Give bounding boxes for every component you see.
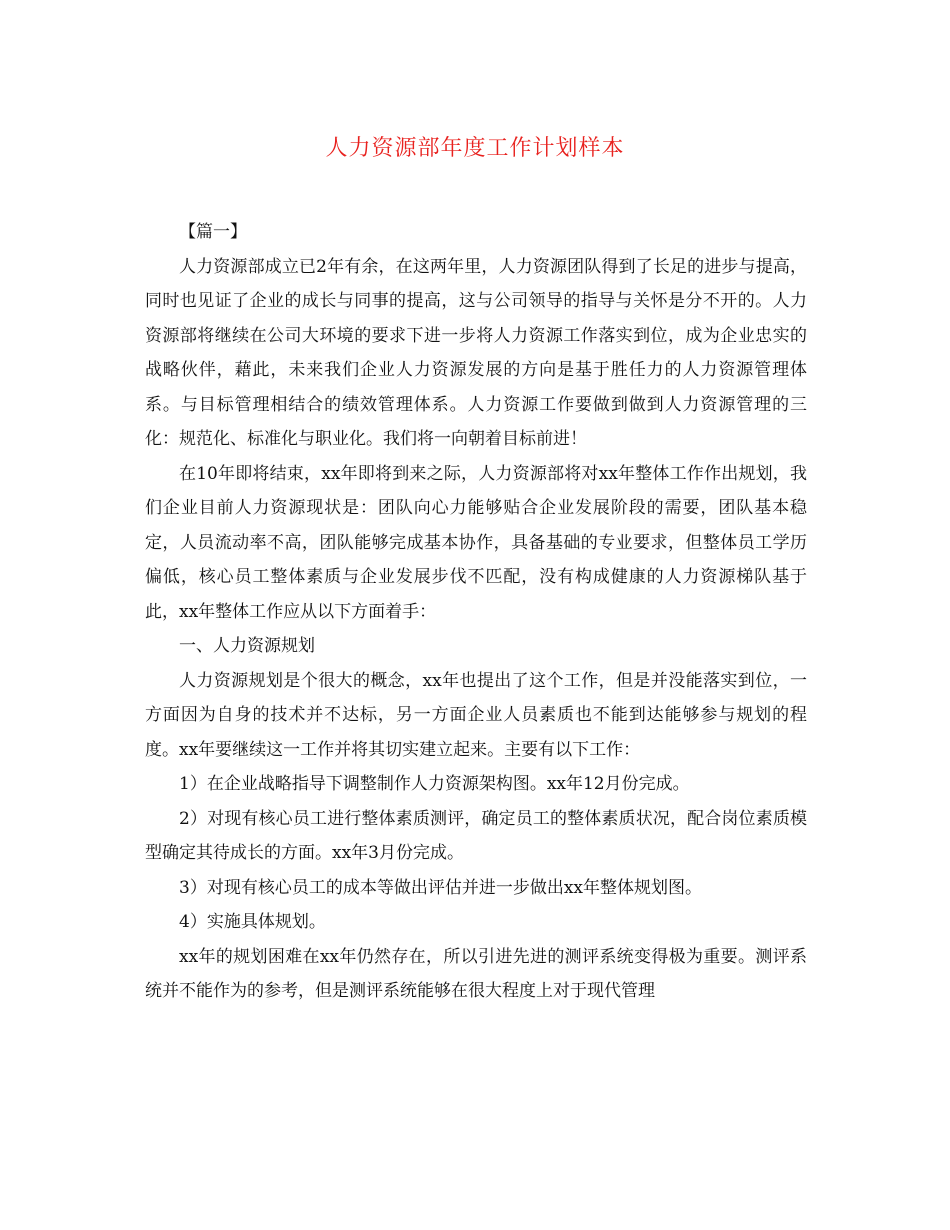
list-item: 4）实施具体规划。: [179, 912, 326, 932]
paragraph: 人力资源规划是个很大的概念，xx年也提出了这个工作，但是并没能落实到位，一方面因为自身的技术并不达标，另一方面企业人员素质也不能到达能够参与规划的程度。xx年要继续这一工作并将其切实建立起来。主要有以下工作：: [145, 670, 807, 760]
paragraph: 在10年即将结束，xx年即将到来之际，人力资源部将对xx年整体工作作出规划，我们企业目前人力资源现状是：团队向心力能够贴合企业发展阶段的需要，团队基本稳定，人员流动率不高，团队能够完成基本协作，具备基础的专业要求，但整体员工学历偏低，核心员工整体素质与企业发展步伐不匹配，没有构成健康的人力资源梯队基于此，xx年整体工作应从以下方面着手：: [145, 463, 807, 622]
paragraph: xx年的规划困难在xx年仍然存在，所以引进先进的测评系统变得极为重要。测评系统并不能作为的参考，但是测评系统能够在很大程度上对于现代管理: [145, 946, 807, 1001]
document-body: [145, 215, 807, 1009]
document-title: 人力资源部年度工作计划样本: [325, 136, 625, 161]
subheading: 一、人力资源规划: [179, 636, 315, 656]
paragraph: 人力资源部成立已2年有余，在这两年里，人力资源团队得到了长足的进步与提高，同时也见证了企业的成长与同事的提高，这与公司领导的指导与关怀是分不开的。人力资源部将继续在公司大环境的要求下进一步将人力资源工作落实到位，成为企业忠实的战略伙伴，藉此，未来我们企业人力资源发展的方向是基于胜任力的人力资源管理体系。与目标管理相结合的绩效管理体系。人力资源工作要做到做到人力资源管理的三化：规范化、标准化与职业化。我们将一向朝着目标前进！: [145, 256, 807, 449]
list-item: 1）在企业战略指导下调整制作人力资源架构图。xx年12月份完成。: [179, 774, 690, 794]
list-item: 2）对现有核心员工进行整体素质测评，确定员工的整体素质状况，配合岗位素质模型确定其待成长的方面。xx年3月份完成。: [145, 808, 807, 863]
section-heading: 【篇一】: [179, 222, 247, 242]
list-item: 3）对现有核心员工的成本等做出评估并进一步做出xx年整体规划图。: [179, 877, 702, 898]
